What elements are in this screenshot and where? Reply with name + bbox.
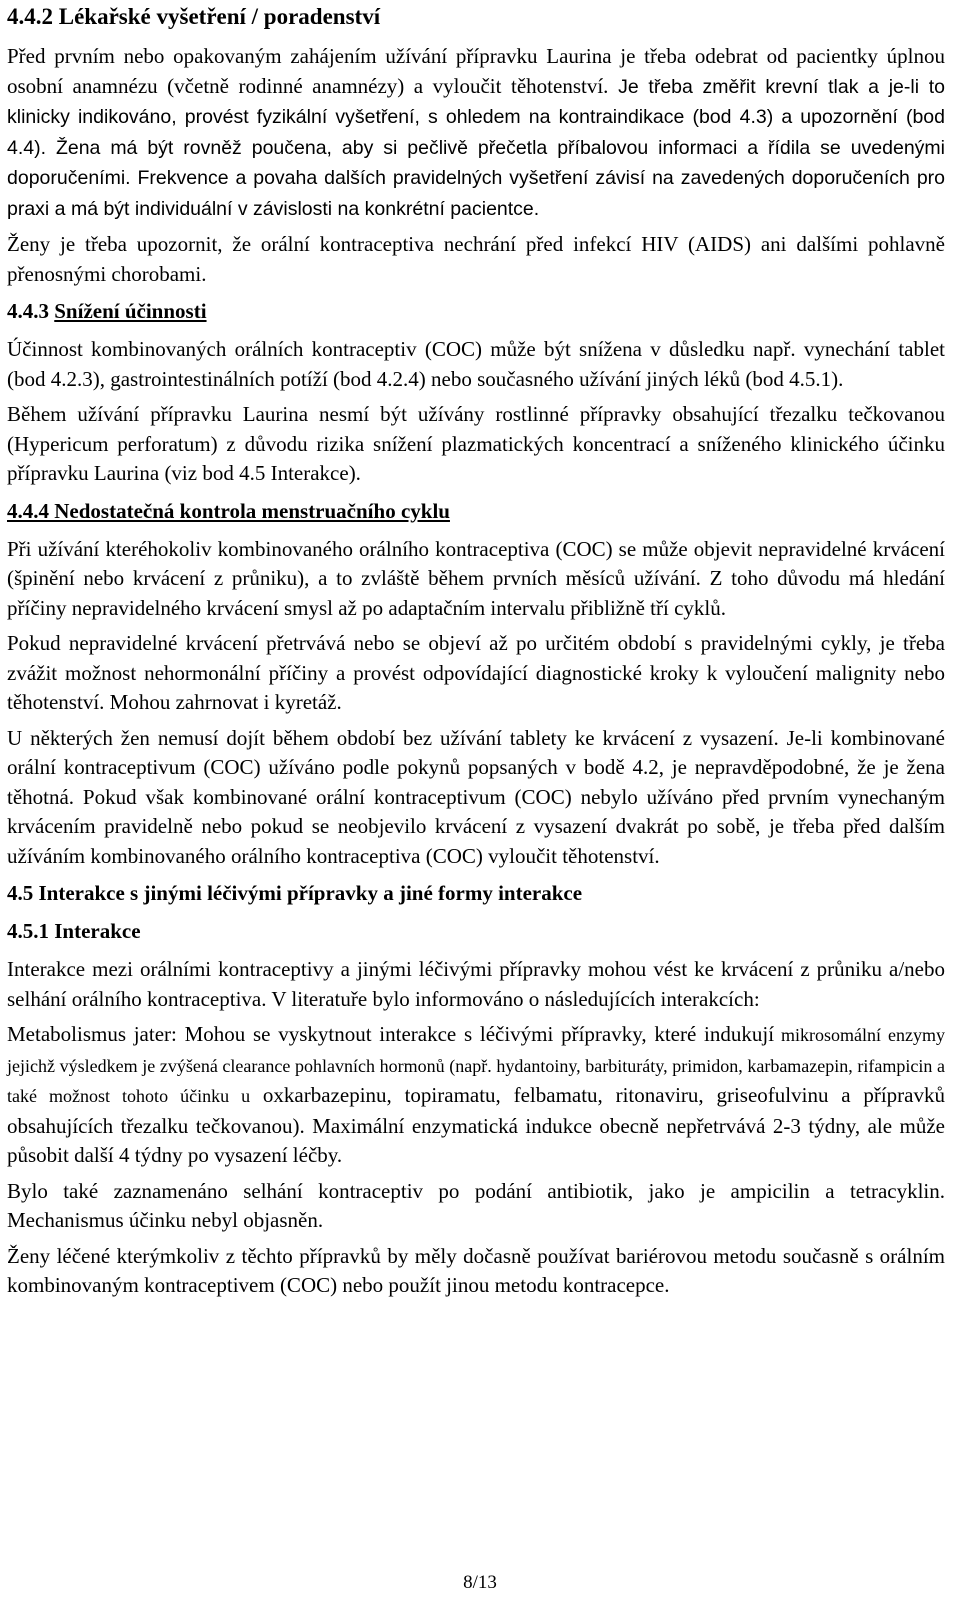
paragraph-withdrawal-bleeding: U některých žen nemusí dojít během období bez užívání tablety ke krvácení z vysazení. Je-li kombinované orální kontraceptivum (COC) užíváno podle pokynů popsaných v bodě 4.2, je nepravděpodobné, že je žena těhotná. Pokud však kombinované orální kontraceptivum (COC) nebylo užíváno před prvním vynechaným krvácením pravidelně nebo pokud se neobjevilo krvácení z vysazení dvakrát po sobě, je třeba před dalším užíváním kombinovaného orálního kontraceptiva (COC) vyloučit těhotenství.	[7, 725, 945, 868]
document-page	[7, 0, 945, 1307]
section-title-4-4-4: 4.4.4 Nedostatečná kontrola menstruačního cyklu	[7, 498, 450, 523]
paragraph-interactions-intro: Interakce mezi orálními kontraceptivy a jinými léčivými přípravky mohou vést ke krvácení z průniku a/nebo selhání orálního kontraceptiva. V literatuře bylo informováno o následujících interakcích:	[7, 957, 945, 1011]
paragraph-medical-exam	[7, 42, 945, 224]
paragraph-antibiotics: Bylo také zaznamenáno selhání kontraceptiv po podání antibiotik, jako je ampicilin a tetracyklin. Mechanismus účinku nebyl objasněn.	[7, 1178, 945, 1232]
paragraph-hiv-warning: Ženy je třeba upozornit, že orální kontraceptiva nechrání před infekcí HIV (AIDS) ani dalšími pohlavně přenosnými chorobami.	[7, 232, 945, 286]
paragraph-persistent-bleeding: Pokud nepravidelné krvácení přetrvává nebo se objeví až po určitém období s pravidelnými cykly, je třeba zvážit možnost nehormonální příčiny a provést odpovídající diagnostické kroky k vyloučení malignity nebo těhotenství. Mohou zahrnovat i kyretáž.	[7, 631, 945, 714]
paragraph-barrier-method: Ženy léčené kterýmkoliv z těchto přípravků by měly dočasně používat bariérovou metodu současně s orálním kombinovaným kontraceptivem (COC) nebo použít jinou metodu kontracepce.	[7, 1243, 945, 1297]
paragraph-medical-exam-part2: Je třeba změřit krevní tlak a je-li to klinicky indikováno, provést fyzikální vyšetření, s ohledem na kontraindikace (bod 4.3) a upozornění (bod 4.4). Žena má být rovněž poučena, aby si pečlivě přečetla příbalovou informaci a řídila se uvedenými doporučeními. Frekvence a povaha dalších pravidelných vyšetření závisí na zavedených doporučeních pro praxi a má být individuální v závislosti na konkrétní pacientce.	[7, 75, 945, 220]
section-heading-4-4-2: 4.4.2 Lékařské vyšetření / poradenství	[7, 4, 381, 29]
section-number-4-4-3: 4.4.3	[7, 299, 49, 323]
section-heading-4-5: 4.5 Interakce s jinými léčivými přípravky a jiné formy interakce	[7, 881, 583, 905]
paragraph-liver-metabolism	[7, 1020, 945, 1171]
paragraph-st-johns-wort: Během užívání přípravku Laurina nesmí být užívány rostlinné přípravky obsahující třezalku tečkovanou (Hypericum perforatum) z důvodu rizika snížení plazmatických koncentrací a sníženého klinického účinku přípravku Laurina (viz bod 4.5 Interakce).	[7, 402, 945, 485]
section-heading-4-5-1: 4.5.1 Interakce	[7, 919, 141, 943]
paragraph-liver-metabolism-part3: oxkarbazepinu, topiramatu, felbamatu, ritonaviru, griseofulvinu a přípravků obsahujících třezalku tečkovanou). Maximální enzymatická indukce obecně nepřetrvává 2-3 týdny, ale může působit další 4 týdny po vysazení léčby.	[7, 1083, 945, 1167]
section-heading-4-4-4	[7, 497, 945, 525]
section-title-4-4-3: Snížení účinnosti	[54, 299, 207, 323]
page-number: 8/13	[463, 1572, 497, 1593]
paragraph-reduced-efficacy: Účinnost kombinovaných orálních kontraceptiv (COC) může být snížena v důsledku např. vynechání tablet (bod 4.2.3), gastrointestinálních potíží (bod 4.2.4) nebo současného užívání jiných léků (bod 4.5.1).	[7, 337, 945, 391]
paragraph-liver-metabolism-part1: Metabolismus jater: Mohou se vyskytnout interakce s léčivými přípravky, které indukují	[7, 1022, 775, 1046]
section-heading-4-4-3	[7, 297, 945, 325]
paragraph-irregular-bleeding: Při užívání kteréhokoliv kombinovaného orálního kontraceptiva (COC) se může objevit nepravidelné krvácení (špinění nebo krvácení z průniku), a to zvláště během prvních měsíců užívání. Z toho důvodu má hledání příčiny nepravidelného krvácení smysl až po adaptačním intervalu přibližně tří cyklů.	[7, 536, 945, 620]
paragraph-medical-exam-part1: Před prvním nebo opakovaným zahájením užívání přípravku Laurina je třeba odebrat od pacientky úplnou osobní anamnézu (včetně rodinné anamnézy) a vyloučit těhotenství.	[7, 44, 945, 98]
paragraph-liver-metabolism-part2: mikrosomální enzymy jejichž výsledkem je zvýšená clearance pohlavních hormonů (např. hydantoiny, barbituráty, primidon, karbamazepin, rifampicin a také možnost tohoto účinku u	[7, 1025, 945, 1106]
